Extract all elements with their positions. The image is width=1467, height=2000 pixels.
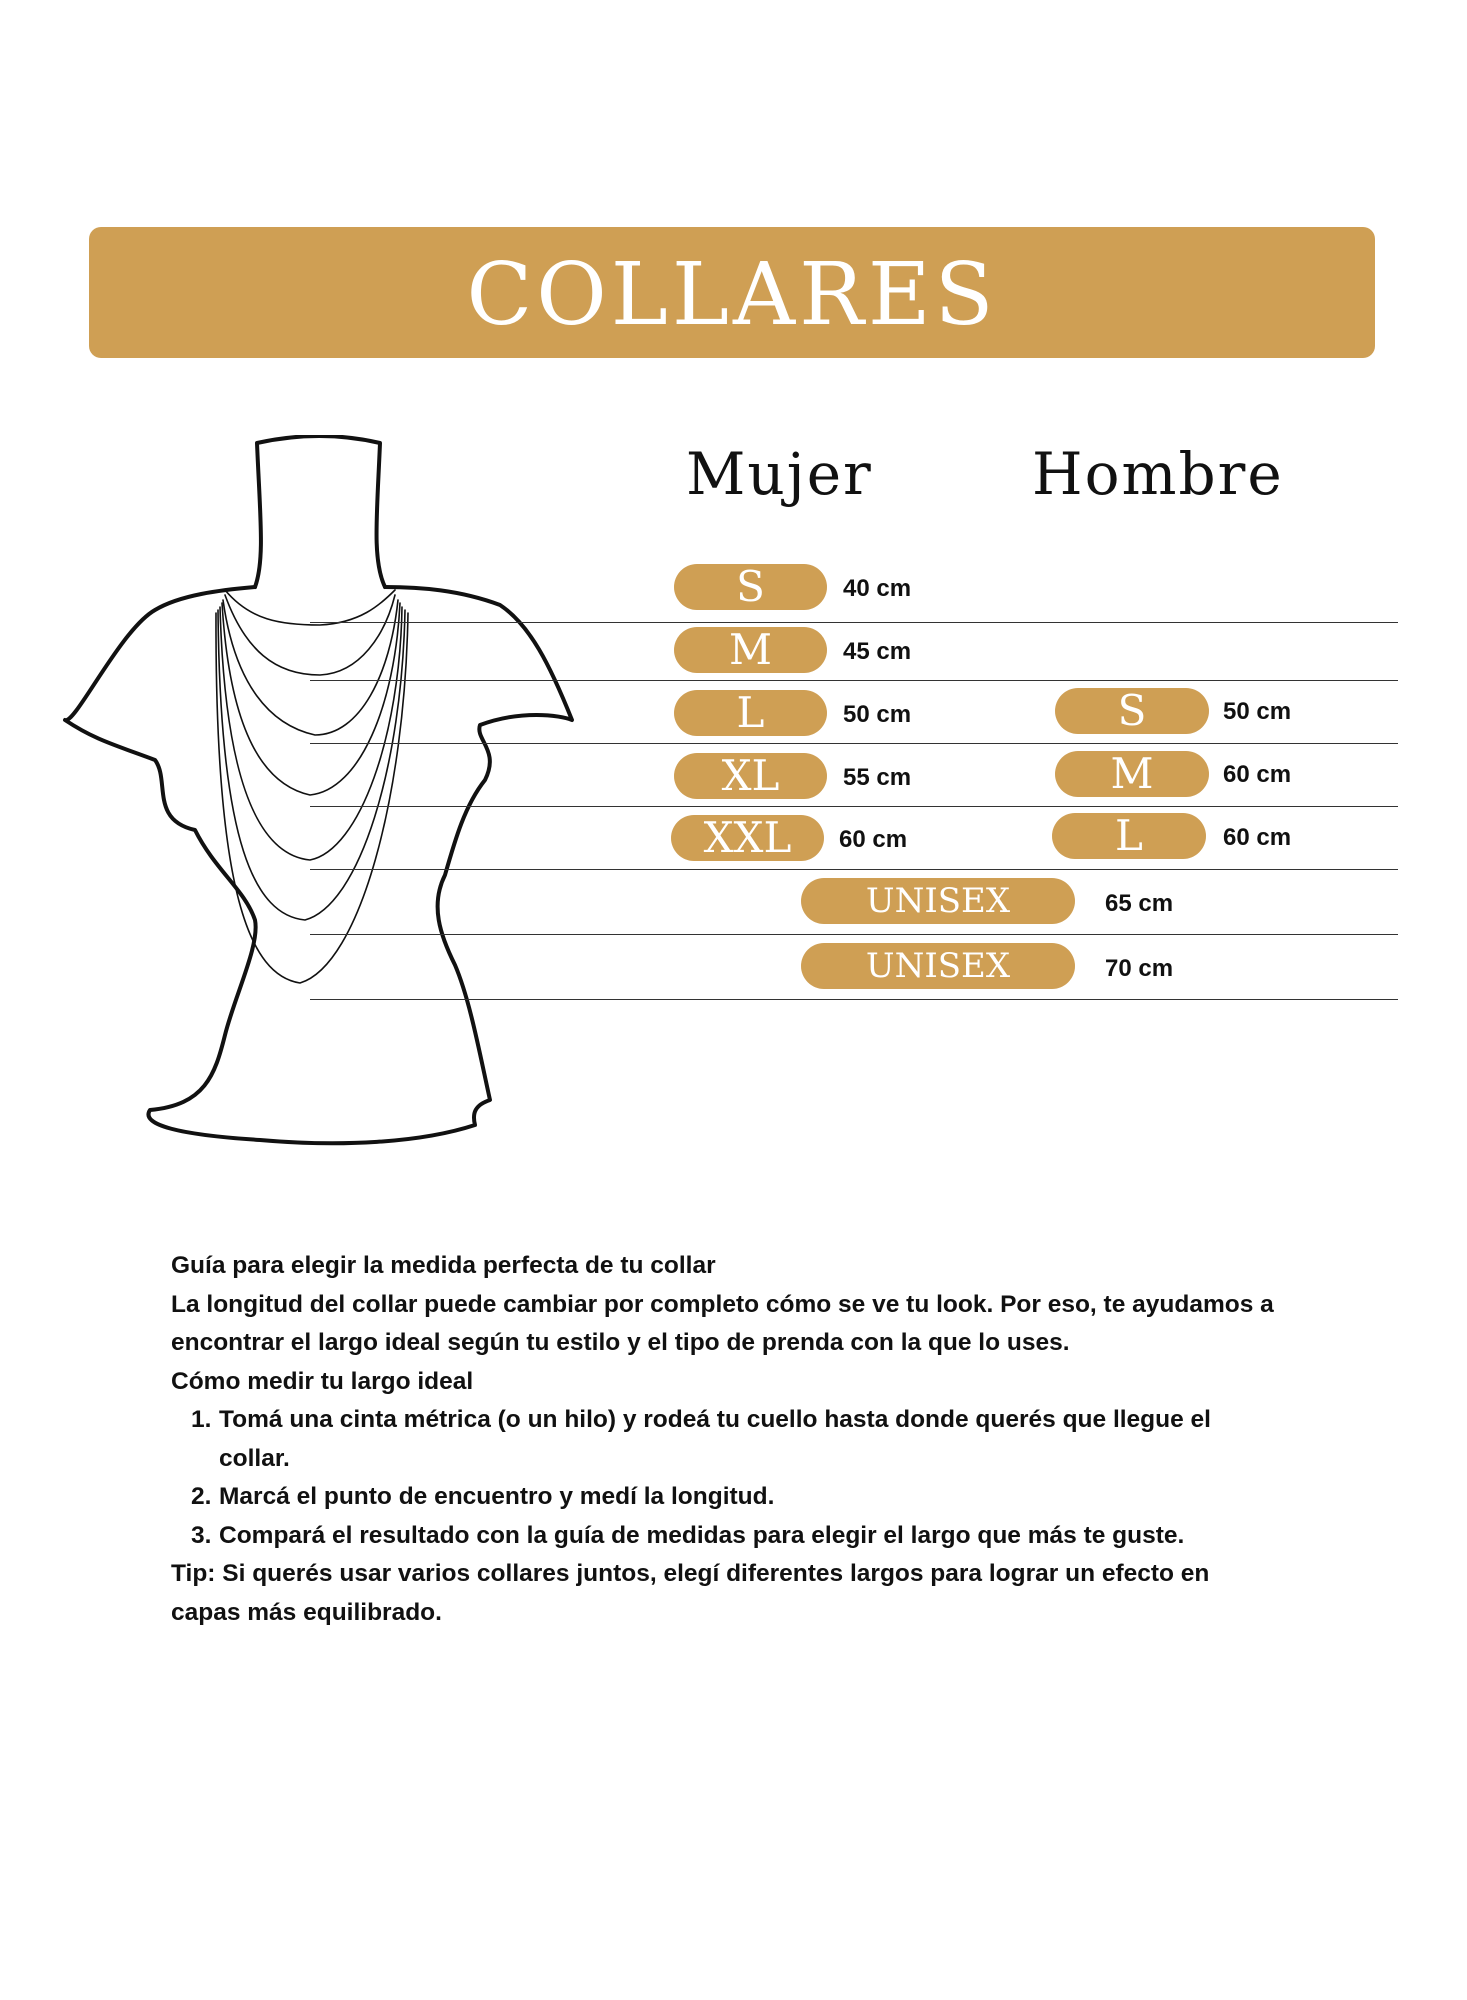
guide-step: [171, 1517, 1281, 1556]
size-pill-mujer-m: M: [674, 627, 827, 673]
size-pill-hombre-l: L: [1052, 813, 1206, 859]
size-pill-unisex-70: UNISEX: [801, 943, 1075, 989]
guide-step: [171, 1401, 1281, 1478]
size-length-hombre-l: 60 cm: [1223, 824, 1292, 851]
size-pill-mujer-s: S: [674, 564, 827, 610]
step-text: Tomá una cinta métrica (o un hilo) y rodeá tu cuello hasta donde querés que llegue el collar.: [219, 1406, 1211, 1472]
size-pill-mujer-xxl: XXL: [671, 815, 824, 861]
size-length-mujer-xl: 55 cm: [843, 764, 912, 791]
step-number: 1.: [191, 1406, 212, 1433]
step-text: Compará el resultado con la guía de medidas para elegir el largo que más te guste.: [219, 1521, 1185, 1549]
size-pill-mujer-l: L: [674, 690, 827, 736]
row-divider: [310, 934, 1398, 935]
measurement-guide: [171, 1247, 1281, 1632]
step-number: 2.: [191, 1483, 212, 1510]
guide-tip: Tip: Si querés usar varios collares juntos, elegí diferentes largos para lograr un efecto en capas más equilibrado.: [171, 1560, 1210, 1626]
size-length-unisex-70: 70 cm: [1105, 955, 1174, 982]
row-divider: [310, 680, 1398, 681]
guide-how-to-title: Cómo medir tu largo ideal: [171, 1367, 474, 1395]
row-divider: [310, 622, 1398, 623]
row-divider: [310, 999, 1398, 1000]
guide-intro: La longitud del collar puede cambiar por completo cómo se ve tu look. Por eso, te ayudamos a encontrar el largo ideal según tu estilo y el tipo de prenda con la que lo uses.: [171, 1290, 1274, 1356]
title-banner: [89, 227, 1375, 358]
size-length-unisex-65: 65 cm: [1105, 890, 1174, 917]
step-text: Marcá el punto de encuentro y medí la longitud.: [219, 1483, 775, 1510]
size-length-hombre-m: 60 cm: [1223, 761, 1292, 788]
column-mujer: Mujer: [686, 440, 873, 508]
size-length-hombre-s: 50 cm: [1223, 698, 1292, 725]
guide-title: Guía para elegir la medida perfecta de tu collar: [171, 1252, 716, 1279]
size-length-mujer-s: 40 cm: [843, 575, 912, 602]
column-hombre: Hombre: [1032, 440, 1284, 508]
size-pill-hombre-m: M: [1055, 751, 1209, 797]
row-divider: [310, 743, 1398, 744]
step-number: 3.: [191, 1521, 212, 1549]
size-pill-hombre-s: S: [1055, 688, 1209, 734]
mannequin-necklace-icon: [60, 435, 580, 1155]
size-length-mujer-m: 45 cm: [843, 638, 912, 665]
row-divider: [310, 869, 1398, 870]
guide-step: [171, 1478, 1281, 1517]
guide-steps: [171, 1401, 1281, 1555]
size-pill-mujer-xl: XL: [674, 753, 827, 799]
size-pill-unisex-65: UNISEX: [801, 878, 1075, 924]
size-length-mujer-l: 50 cm: [843, 701, 912, 728]
page-title: COLLARES: [466, 244, 998, 345]
size-length-mujer-xxl: 60 cm: [839, 826, 908, 853]
row-divider: [310, 806, 1398, 807]
